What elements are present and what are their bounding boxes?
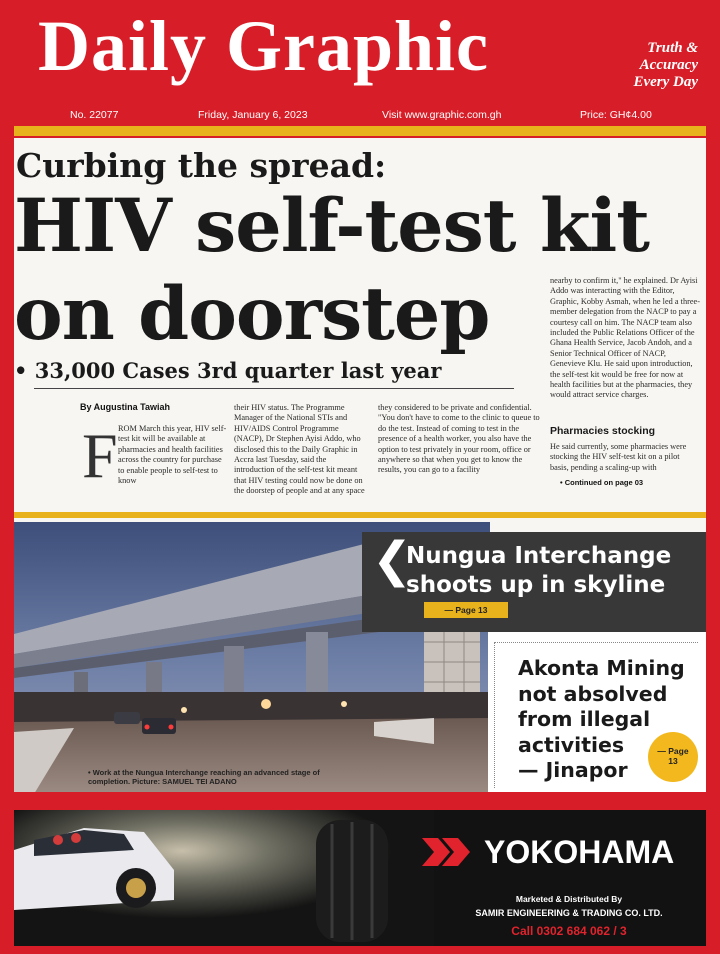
story-column-4: nearby to confirm it," he explained. Dr Ayisi Addo was interacting with the Editor, Graphic, Kobby Asmah, when he led a three-member delegation from the NACP to pay a courtesy call on him. The NACP team also included the Public Relations Officer of the Ghana Health Service, Jacob Andoh, and a Senior Technical Officer of NACP, Genevieve Klu. He said upon introduction, the self-test kit would be free for now at health facilities but at the pharmacies, they would attract service charges. [550, 276, 700, 400]
motto-line: Truth & [647, 40, 698, 56]
akonta-headline-line: from illegal [518, 707, 651, 731]
issue-number: No. 22077 [70, 109, 119, 121]
drop-cap: F [82, 420, 118, 491]
story-column-4-continued: He said currently, some pharmacies were stocking the HIV self-test kit on a pilot basis, pending a scaling-up with [550, 442, 687, 472]
akonta-headline-line: Akonta Mining [518, 656, 685, 680]
yokohama-advert[interactable] [14, 810, 706, 946]
continued-link[interactable]: • Continued on page 03 [560, 478, 644, 487]
story-column-3: they considered to be private and confidential. "You don't have to come to the clinic to queue to do the test. Instead of coming to test in the presence of a health worker, you also have the option to test privately in your room, office or anywhere so that when you get to know the results, you can go to a facility [378, 403, 540, 475]
lead-headline-line-2[interactable]: on doorstep [14, 271, 490, 357]
subhead-rule [34, 388, 514, 389]
front-page [14, 138, 706, 786]
ad-separator [14, 792, 706, 798]
advert-phone[interactable]: Call 0302 684 062 / 3 [511, 924, 627, 938]
yokohama-logo-icon [422, 834, 478, 870]
lead-kicker: Curbing the spread: [16, 146, 387, 185]
masthead-title: Daily Graphic [38, 6, 490, 86]
photo-caption: • Work at the Nungua Interchange reaching an advanced stage of completion. Picture: SAMUEL TEI ADANO [88, 768, 320, 786]
nungua-story-box[interactable] [362, 532, 706, 632]
akonta-headline-line: activities [518, 732, 625, 757]
nungua-headline-line: Nungua Interchange [406, 543, 672, 569]
nungua-page-tag[interactable]: — Page 13 [424, 602, 508, 618]
nungua-headline [406, 542, 671, 600]
advert-company: SAMIR ENGINEERING & TRADING CO. LTD. [475, 908, 663, 918]
akonta-headline-line: not absolved [518, 681, 668, 706]
section-subhead: Pharmacies stocking [550, 425, 656, 437]
lead-headline-line-1[interactable]: HIV self-test kit [14, 183, 649, 269]
nungua-headline-line: shoots up in skyline [406, 572, 666, 598]
story-column-1: ROM March this year, HIV self-test kit will be available at pharmacies and health facilities across the country for purchase to enable people to self-test to know [118, 424, 227, 486]
masthead-infobar [0, 105, 720, 125]
cover-price: Price: GH¢4.00 [580, 109, 652, 121]
website-link[interactable]: Visit www.graphic.com.gh [382, 109, 502, 121]
dotted-divider [494, 642, 698, 643]
akonta-headline-line: — Jinapor [518, 758, 628, 782]
chevron-left-icon: ❮ [372, 532, 413, 588]
lead-subhead: • 33,000 Cases 3rd quarter last year [14, 358, 442, 383]
motto-line: Every Day [633, 74, 698, 90]
masthead [0, 0, 720, 128]
akonta-page-number: 13 [668, 756, 678, 766]
masthead-motto [633, 40, 698, 91]
section-gold-rule [14, 512, 706, 518]
akonta-page-badge[interactable] [648, 732, 698, 782]
motto-line: Accuracy [639, 57, 698, 73]
issue-date: Friday, January 6, 2023 [198, 109, 308, 121]
akonta-story-box[interactable] [488, 632, 706, 794]
byline: By Augustina Tawiah [80, 402, 171, 412]
advert-marketed-by: Marketed & Distributed By [515, 894, 623, 904]
story-column-2: their HIV status. The Programme Manager of the National STIs and HIV/AIDS Control Programme (NACP), Dr Stephen Ayisi Addo, who disclosed this to the Daily Graphic in Accra last Tuesday, said the introduction of the self-test kit meant that HIV testing could now be done on the doorstep of people and at any space [234, 403, 365, 496]
masthead-gold-rule [14, 126, 706, 136]
yokohama-wordmark: YOKOHAMA [484, 834, 675, 870]
akonta-page-label: — Page [657, 746, 689, 756]
dotted-divider [494, 642, 495, 788]
